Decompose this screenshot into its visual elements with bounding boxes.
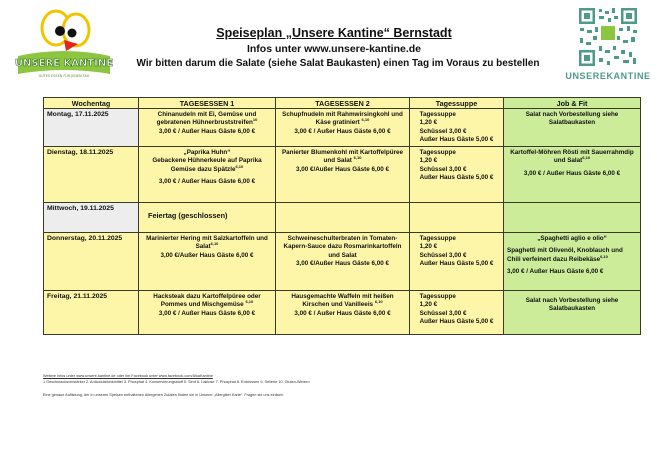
- soup-price-bowl: Schüssel 3,00 €: [419, 309, 467, 317]
- day-cell: Dienstag, 18.11.2025: [44, 147, 139, 203]
- logo-wordmark: UNSERE KANTINE: [14, 58, 114, 69]
- meal-1-cell: [139, 203, 276, 233]
- meal-2-cell: [276, 203, 410, 233]
- table-row: [44, 233, 641, 291]
- footer-links[interactable]: Weitere Infos unter www.unsere-kantine.de oder bei Facebook unter www.facebook.com/AlsaKantine: [43, 374, 213, 378]
- meal-price: 3,00 € / Außer Haus Gäste 6,00 €: [158, 178, 256, 186]
- meal-1-cell: [139, 291, 276, 335]
- meal-name: Hacksteak dazu Kartoffelpüree oder Pommes und Mischgemüse $^{6,10}$: [153, 293, 261, 309]
- soup-name: Tagessuppe: [419, 235, 456, 243]
- soup-price-cup: 1,20 €: [419, 119, 438, 127]
- day-cell: Donnerstag, 20.11.2025: [44, 233, 139, 291]
- soup-price-bowl: Schüssel 3,00 €: [419, 165, 467, 173]
- column-header-soup: Tagessuppe: [410, 98, 504, 109]
- meal-2-cell: [276, 147, 410, 203]
- job-fit-price: 3,00 € / Außer Haus Gäste 6,00 €: [507, 268, 604, 276]
- meal-2-cell: [276, 291, 410, 335]
- meal-price: 3,00 € / Außer Haus Gäste 6,00 €: [158, 127, 256, 135]
- meal-1-cell: [139, 147, 276, 203]
- meal-2-cell: [276, 109, 410, 147]
- column-header-day: Wochentag: [44, 98, 139, 109]
- column-header-meal-2: TAGESESSEN 2: [276, 98, 410, 109]
- job-fit-text: Salat nach Vorbestellung siehe Salatbaukasten: [525, 297, 619, 313]
- soup-cell: [410, 291, 504, 335]
- job-fit-cell: [504, 147, 641, 203]
- soup-name: Tagessuppe: [419, 149, 456, 157]
- meal-2-cell: [276, 233, 410, 291]
- meal-name: Marinierter Hering mit Salzkartoffeln und Salat$^{6,10}$: [146, 235, 268, 251]
- holiday-notice: Feiertag (geschlossen): [148, 211, 228, 221]
- day-cell: Mittwoch, 19.11.2025: [44, 203, 139, 233]
- job-fit-cell: [504, 203, 641, 233]
- allergen-legend: 1 Geschmacksverstärker 2. Antioxidationsmittel 3. Phosphat 4. Konservierungsstoff 5. Senf 6. Laktose 7. Phosphat 8. Erdnüssen 9. Sellerie 10. Gluten-Weizen: [43, 379, 310, 384]
- table-row: [44, 109, 641, 147]
- soup-price-takeaway: Außer Haus Gäste 5,00 €: [419, 318, 494, 326]
- meal-name: Chinanudeln mit Ei, Gemüse und gebratenen Hühnerbruststreifen$^{10}$: [156, 111, 258, 127]
- soup-price-takeaway: Außer Haus Gäste 5,00 €: [419, 174, 494, 182]
- meal-price: 3,00 € / Außer Haus Gäste 6,00 €: [294, 127, 391, 135]
- table-row: [44, 147, 641, 203]
- soup-cell: [410, 109, 504, 147]
- page-title: Speiseplan „Unsere Kantine“ Bernstadt: [216, 26, 452, 40]
- job-fit-title: „Spaghetti aglio e olio“: [537, 235, 607, 243]
- meal-price: 3,00 € / Außer Haus Gäste 6,00 €: [158, 309, 256, 317]
- soup-price-takeaway: Außer Haus Gäste 5,00 €: [419, 260, 494, 268]
- table-header-row: [44, 98, 641, 109]
- soup-name: Tagessuppe: [419, 293, 456, 301]
- job-fit-cell: [504, 233, 641, 291]
- soup-price-bowl: Schüssel 3,00 €: [419, 127, 467, 135]
- meal-name: Schupfnudeln mit Rahmwirsingkohl und Käse gratiniert $^{6,10}$: [282, 111, 403, 127]
- soup-cell: [410, 203, 504, 233]
- meal-1-cell: [139, 109, 276, 147]
- meal-price: 3,00 €/Außer Haus Gäste 6,00 €: [295, 260, 390, 268]
- soup-cell: [410, 233, 504, 291]
- meal-name: Panierter Blumenkohl mit Kartoffelpüree und Salat $^{6,10}$: [281, 149, 404, 165]
- table-row: [44, 291, 641, 335]
- info-line: Infos unter www.unsere-kantine.de: [246, 43, 422, 55]
- soup-price-cup: 1,20 €: [419, 301, 438, 309]
- soup-price-bowl: Schüssel 3,00 €: [419, 251, 467, 259]
- footer: [43, 374, 310, 399]
- meal-name: Schweineschulterbraten in Tomaten-Kapern-Sauce dazu Rosmarinkartoffeln und Salat: [283, 235, 402, 259]
- meal-1-cell: [139, 233, 276, 291]
- soup-price-takeaway: Außer Haus Gäste 5,00 €: [419, 135, 494, 143]
- soup-cell: [410, 147, 504, 203]
- allergen-note: Eine genaue Auflistung, der in unseren Speisen enthaltenen Allergenen Zutaten finden sie in Unserer „Allergiker Karte“. Fragen sie uns einfach.: [43, 393, 284, 397]
- meal-price: 3,00 € / Außer Haus Gäste 6,00 €: [294, 309, 391, 317]
- meal-name: Gebackene Hühnerkeule auf Paprika Gemüse dazu Spätzle$^{6,10}$: [152, 157, 262, 173]
- menu-table: [43, 97, 641, 335]
- table-row: [44, 203, 641, 233]
- soup-price-cup: 1,20 €: [419, 157, 438, 165]
- job-fit-text: Salat nach Vorbestellung siehe Salatbaukasten: [525, 111, 619, 127]
- logo-tagline: GUTES ESSEN FÜR JEDEN TAG: [38, 74, 90, 78]
- day-cell: Freitag, 21.11.2025: [44, 291, 139, 335]
- unsere-kantine-logo: [14, 6, 114, 84]
- salad-notice: Wir bitten darum die Salate (siehe Salat Baukasten) einen Tag im Voraus zu bestellen: [136, 58, 540, 69]
- qr-code-icon[interactable]: [577, 6, 639, 68]
- job-fit-cell: [504, 291, 641, 335]
- job-fit-name: Kartoffel-Möhren Rösti mit Sauerrahmdip und Salat$^{6,10}$: [510, 149, 634, 165]
- column-header-job-fit: Job & Fit: [504, 98, 641, 109]
- day-cell: Montag, 17.11.2025: [44, 109, 139, 147]
- job-fit-price: 3,00 € / Außer Haus Gäste 6,00 €: [523, 169, 621, 177]
- column-header-meal-1: TAGESESSEN 1: [139, 98, 276, 109]
- meal-name: Hausgemachte Waffeln mit heißen Kirschen und Vanilleeis $^{6,10}$: [291, 293, 394, 309]
- job-fit-cell: [504, 109, 641, 147]
- header: [120, 26, 560, 69]
- soup-name: Tagessuppe: [419, 111, 456, 118]
- qr-label: UNSEREKANTINE: [565, 71, 651, 81]
- meal-price: 3,00 €/Außer Haus Gäste 6,00 €: [295, 165, 390, 173]
- meal-title: „Paprika Huhn“: [183, 149, 231, 157]
- soup-price-cup: 1,20 €: [419, 243, 438, 251]
- job-fit-name: Spaghetti mit Olivenöl, Knoblauch und Chili verfeinert dazu Reibekäse$^{6,10}$: [507, 247, 623, 263]
- meal-price: 3,00 €/Außer Haus Gäste 6,00 €: [160, 251, 254, 259]
